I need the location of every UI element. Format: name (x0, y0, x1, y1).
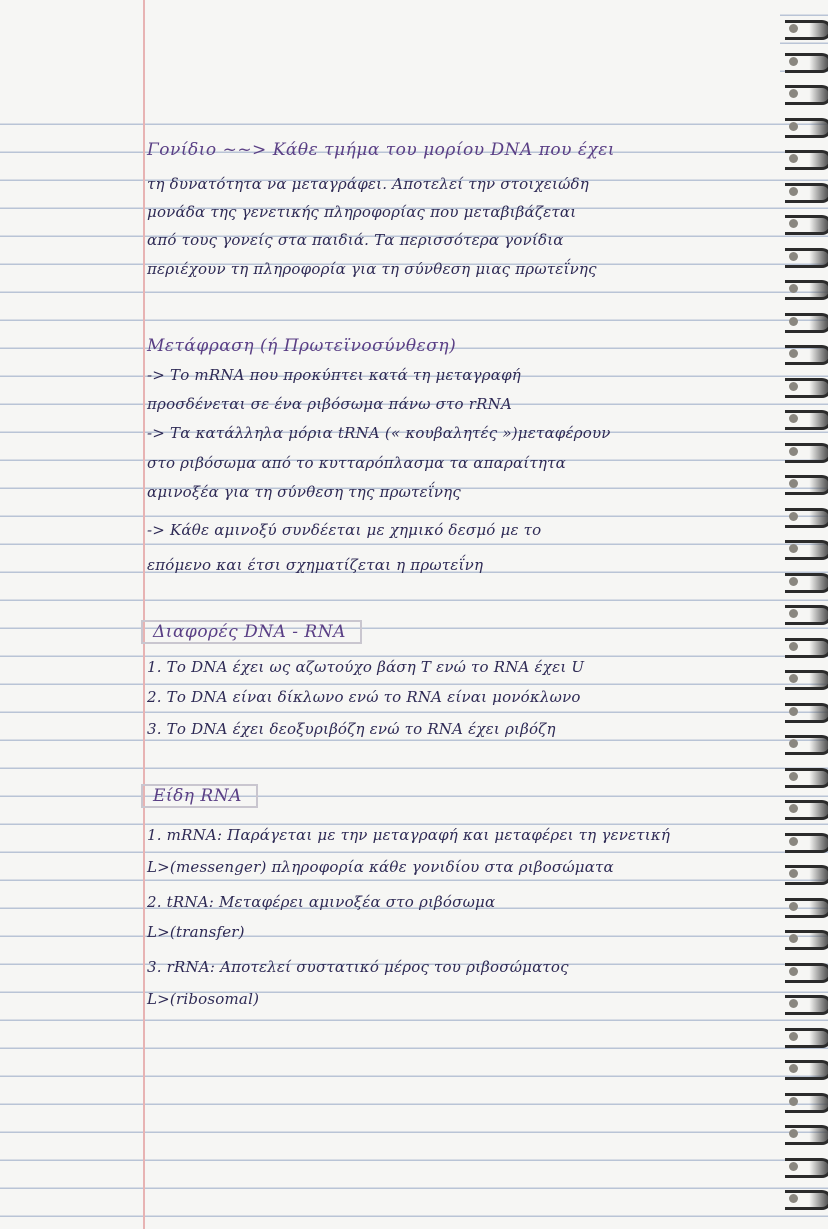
margin-line (143, 0, 145, 1229)
rna-types-title: Είδη RNA (141, 784, 258, 808)
rna-types-title-box (147, 786, 258, 806)
translation-line-2: προσδένεται σε ένα ριβόσωμα πάνω στο rRNA (147, 395, 512, 413)
binding-hole (789, 642, 798, 651)
binding-hole (789, 89, 798, 98)
binding-hole (789, 479, 798, 488)
binding-hole (789, 349, 798, 358)
binding-hole (789, 609, 798, 618)
binding-hole (789, 902, 798, 911)
binding-hole (789, 674, 798, 683)
binding-hole (789, 57, 798, 66)
page-header-blank (0, 0, 780, 110)
binding-hole (789, 122, 798, 131)
binding-hole (789, 967, 798, 976)
rna-type-3-note: L>(ribosomal) (147, 990, 260, 1008)
binding-hole (789, 707, 798, 716)
binding-hole (789, 544, 798, 553)
binding-hole (789, 414, 798, 423)
gene-line-5: περιέχουν τη πληροφορία για τη σύνθεση μιας πρωτεΐνης (147, 260, 597, 278)
difference-3: 3. Το DNA έχει δεοξυριβόζη ενώ το RNA έχει ριβόζη (147, 720, 556, 738)
binding-hole (789, 999, 798, 1008)
binding-hole (789, 739, 798, 748)
gene-line-3: μονάδα της γενετικής πληροφορίας που μεταβιβάζεται (147, 203, 577, 221)
binding-hole (789, 837, 798, 846)
binding-hole (789, 154, 798, 163)
differences-title: Διαφορές DNA - RNA (141, 620, 362, 644)
binding-hole (789, 577, 798, 586)
translation-line-4: στο ριβόσωμα από το κυτταρόπλασμα τα απαραίτητα (147, 454, 566, 472)
gene-line-2: τη δυνατότητα να μεταγράφει. Αποτελεί την στοιχειώδη (147, 175, 589, 193)
binding-hole (789, 382, 798, 391)
translation-line-3: -> Τα κατάλληλα μόρια tRNA (« κουβαλητές »)μεταφέρουν (147, 424, 611, 442)
rna-type-1: 1. mRNA: Παράγεται με την μεταγραφή και μεταφέρει τη γενετική (147, 826, 671, 844)
binding-hole (789, 934, 798, 943)
binding-hole (789, 1097, 798, 1106)
translation-line-7: επόμενο και έτσι σχηματίζεται η πρωτεΐνη (147, 556, 484, 574)
rna-type-2-note: L>(transfer) (147, 923, 245, 941)
binding-hole (789, 512, 798, 521)
differences-title-box (147, 622, 362, 642)
translation-line-6: -> Κάθε αμινοξύ συνδέεται με χημικό δεσμό με το (147, 521, 542, 539)
binding-hole (789, 317, 798, 326)
spiral-binding (778, 20, 828, 1220)
difference-2: 2. Το DNA είναι δίκλωνο ενώ το RNA είναι μονόκλωνο (147, 688, 581, 706)
difference-1: 1. Το DNA έχει ως αζωτούχο βάση T ενώ το RNA έχει U (147, 658, 585, 676)
gene-line-1: Γονίδιο ~~> Κάθε τμήμα του μορίου DNA που έχει (147, 140, 616, 160)
translation-title: Μετάφραση (ή Πρωτεϊνοσύνθεση) (147, 336, 457, 356)
rna-type-3: 3. rRNA: Αποτελεί συστατικό μέρος του ριβοσώματος (147, 958, 569, 976)
binding-hole (789, 772, 798, 781)
gene-line-4: από τους γονείς στα παιδιά. Τα περισσότερα γονίδια (147, 231, 564, 249)
binding-hole (789, 1129, 798, 1138)
binding-hole (789, 1032, 798, 1041)
binding-hole (789, 219, 798, 228)
binding-hole (789, 187, 798, 196)
translation-line-1: -> Το mRNA που προκύπτει κατά τη μεταγραφή (147, 366, 521, 384)
translation-line-5: αμινοξέα για τη σύνθεση της πρωτεΐνης (147, 483, 461, 501)
rna-type-1-note: L>(messenger) πληροφορία κάθε γονιδίου στα ριβοσώματα (147, 858, 614, 876)
binding-hole (789, 869, 798, 878)
binding-hole (789, 1064, 798, 1073)
binding-hole (789, 252, 798, 261)
binding-hole (789, 804, 798, 813)
binding-hole (789, 447, 798, 456)
binding-hole (789, 24, 798, 33)
binding-hole (789, 1194, 798, 1203)
binding-hole (789, 284, 798, 293)
rna-type-2: 2. tRNA: Μεταφέρει αμινοξέα στο ριβόσωμα (147, 893, 496, 911)
binding-hole (789, 1162, 798, 1171)
